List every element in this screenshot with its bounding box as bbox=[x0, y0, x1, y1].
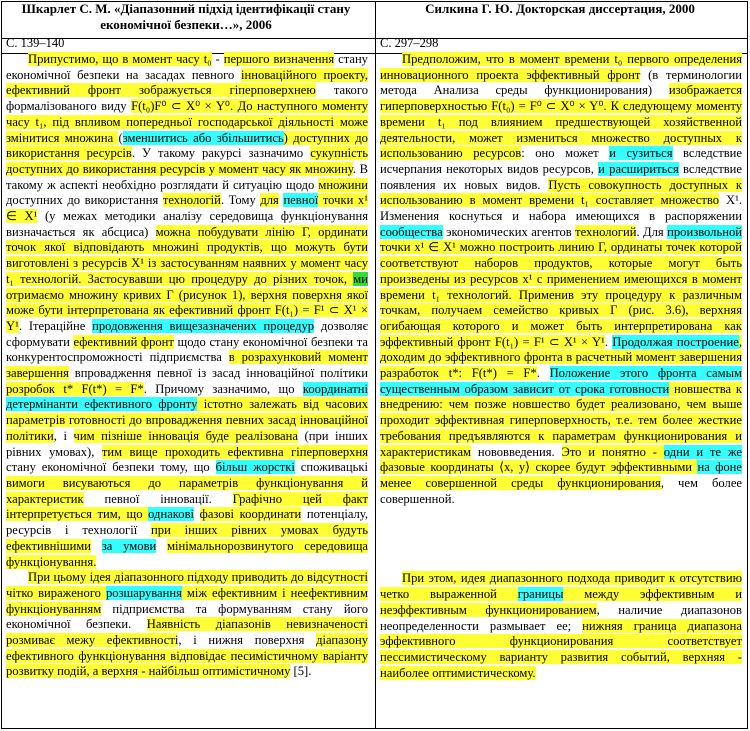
highlighted-run: певної bbox=[283, 193, 319, 208]
right-paragraph-1 bbox=[380, 52, 742, 507]
highlighted-run: в розрахунковий момент завершення bbox=[6, 350, 368, 381]
text-run: (при інших рівних умовах), bbox=[6, 428, 368, 459]
highlighted-run: . До наступного моменту часу t₁, під впливом bbox=[6, 99, 369, 129]
highlighted-run: будуть ефективнішими bbox=[6, 523, 368, 553]
text-run: дозволяє сформувати bbox=[6, 318, 368, 349]
highlighted-run: фазовые координаты ⟨x, y⟩ скорее будут эффективными bbox=[380, 460, 698, 475]
text-run: , і bbox=[53, 428, 74, 443]
highlighted-run: , ефективний фронт bbox=[6, 67, 369, 98]
text-run: ( bbox=[118, 130, 123, 145]
highlighted-run: діапазону ефективного функціонування відповідає песимістичному варіанту розвитку подій, а верхня - найбільш оптимістичному bbox=[6, 633, 368, 679]
highlighted-run: Положение этого фронта самым существенным образом зависит от срока готовности bbox=[380, 366, 742, 396]
highlighted-run: розробок t* F(t*) = F* bbox=[6, 381, 144, 396]
text-run: . У такому ракурсі зазначимо bbox=[131, 146, 311, 161]
left-source-title: Шкарлет С. М. «Діапазонний підхід ідентифікації стану економічної безпеки…», 2006 bbox=[21, 1, 351, 32]
text-run: впровадження певної із засад інноваційної політики bbox=[68, 366, 368, 381]
highlighted-run: и сузиться bbox=[609, 146, 673, 161]
highlighted-run: и расшириться bbox=[598, 161, 679, 176]
text-run: : оно может bbox=[521, 146, 610, 161]
text-run: (в терминологии метода Анализа среды функционирования) bbox=[380, 67, 742, 98]
highlighted-run: зображується гіперповерхнею bbox=[139, 83, 316, 98]
highlighted-run: между эффективным и неэффективным функционированием bbox=[380, 587, 742, 617]
highlighted-run: за умови bbox=[101, 538, 157, 553]
text-run: такого формалізованого виду bbox=[6, 83, 368, 114]
text-run: [5]. bbox=[290, 664, 312, 679]
text-run: вследствие исчерпания некоторых видов ресурсов, bbox=[380, 146, 742, 176]
text-run: , наличие диапазонов неопределенности размывает ее; bbox=[380, 602, 742, 633]
text-run: . Ітераційне bbox=[18, 318, 93, 333]
highlighted-run: , т.е. тем более жесткие требования предъявляются к параметрам функционирования и характеристикам bbox=[380, 413, 742, 459]
text-run bbox=[156, 539, 167, 553]
right-page-ref: С. 297–298 bbox=[380, 36, 439, 50]
highlighted-run: одни и те же bbox=[663, 444, 742, 459]
text-run: , чем более совершенной. bbox=[380, 475, 742, 506]
right-paragraph-2 bbox=[380, 571, 742, 681]
text-run: споживацькі bbox=[294, 460, 368, 475]
text-run: потенціалу, ресурсів і технології bbox=[6, 507, 368, 538]
highlighted-run: фазові координати bbox=[199, 507, 302, 522]
highlighted-run: тим вище проходить ефективна гіперповерхня bbox=[101, 444, 368, 459]
header-divider bbox=[2, 38, 747, 39]
highlighted-run: нижняя граница диапазона эффективного функционирования соответствует пессимистическому варианту развития событий, верхняя - наиболее оптимистическому. bbox=[380, 618, 742, 680]
highlighted-run: для bbox=[260, 193, 279, 208]
highlighted-run: точки x¹ ∈ X¹ можно построить линию Γ, ординаты точек которой соответствуют наборов продуктов, которые могут быть произведены из ресурсов x¹ с применением имеющихся в момент времени t₁ технологий bbox=[380, 240, 742, 302]
highlighted-run: точки x¹ ∈ X¹ bbox=[6, 193, 369, 224]
right-column-text bbox=[380, 52, 742, 681]
highlighted-run: істотно залежать від часових параметрів готовності до впровадження певних засад інноваційної політики bbox=[6, 397, 368, 443]
text-run: доступних до використання bbox=[6, 193, 163, 208]
left-paragraph-1 bbox=[6, 52, 368, 570]
highlighted-run: однакові bbox=[148, 507, 195, 522]
highlighted-run: між ефективним і неефективним функціонуванням bbox=[6, 585, 368, 616]
highlighted-run: вимоги висуваються до параметрів функціонування й характеристик bbox=[6, 475, 368, 506]
highlighted-run: попередньої господарської діяльності bbox=[126, 114, 335, 129]
highlighted-run: . Применив эту процедуру к различным точкам, получаем семейство кривых Γ (рис. 3.6), верхняя огибающая которого и может быть интерпретирована как эффективный фронт F(t₁) = F¹ ⊂ X¹ × Y¹ bbox=[380, 287, 742, 349]
highlighted-run: координатні детермінанти ефективного фронту bbox=[6, 381, 368, 412]
text-run: (у межах методики аналізу середовища функціонування визначається як абсциса) bbox=[6, 209, 368, 239]
highlighted-run: може змінитися множина bbox=[6, 114, 368, 145]
highlighted-run: більш жорсткі bbox=[215, 460, 295, 475]
text-run: . bbox=[604, 334, 613, 349]
highlighted-run: чим пізніше інновація буде реалізована bbox=[73, 428, 298, 443]
highlighted-run: зменшитись або збільшитись bbox=[122, 130, 284, 145]
highlighted-run: новшества к внедрению: чем позже новшество будет реализовано, чем выше проходит эффективная гиперповерхность bbox=[380, 381, 742, 428]
highlighted-run: Предположим, что в момент времени t₀ первого определения инновационного проекта эффективный фронт bbox=[380, 52, 742, 82]
highlighted-run: Это и понятно - bbox=[561, 444, 664, 459]
text-run: певної інновації. bbox=[83, 491, 233, 506]
text-run bbox=[194, 507, 200, 521]
text-run: . Тому bbox=[220, 193, 261, 208]
highlighted-run: F(t₀)F⁰ ⊂ X⁰ × Y⁰ bbox=[131, 99, 230, 114]
highlighted-run: ефективний фронт bbox=[73, 334, 174, 349]
highlighted-run: границы bbox=[517, 587, 564, 602]
highlighted-run: изображается гиперповерхностью F(t₀) = F⁰ ⊂ X⁰ × Y⁰. К следующему моменту времени t₁ под влиянием предшествующей хозяйственной деятельности, может измениться множество доступных к использованию ресурсов bbox=[380, 83, 742, 161]
highlighted-run: можна побудувати лінію Γ, ординати точок якої відповідають множині продуктів, що можуть бути виготовлені з ресурсів X¹ із застосуванням наявних у момент часу t₁ технологій bbox=[6, 224, 368, 286]
text-run: . Причому зазначимо, що bbox=[143, 381, 303, 396]
highlighted-run: t₀ bbox=[203, 52, 212, 66]
highlighted-run: разработок t*: F(t*) = F* bbox=[380, 366, 537, 381]
highlighted-run: произвольной bbox=[667, 224, 742, 239]
highlighted-run: технологий bbox=[575, 224, 637, 239]
highlighted-run: на фоне bbox=[697, 460, 743, 475]
text-run: , і нижня поверхня bbox=[178, 633, 317, 648]
text-run: підприємства та формуванням стану його економічної безпеки. bbox=[6, 601, 368, 632]
highlighted-run: ми bbox=[353, 271, 368, 286]
highlighted-run: При цьому ідея діапазонного підходу приводить до відсутності чітко вираженого bbox=[6, 570, 368, 600]
text-run: экономических агентов bbox=[442, 224, 576, 239]
highlighted-run: Графічно цей факт інтерпретується тим, що bbox=[6, 491, 368, 522]
text-run: щодо стану економічної безпеки та конкурентоспроможності підприємства bbox=[6, 334, 368, 365]
highlighted-run: ) доступних до використання ресурсів bbox=[6, 130, 368, 161]
text-run: стану економічної безпеки на засадах певного bbox=[6, 52, 368, 82]
text-run: X¹. Изменения коснуться и набора имеющихся в распоряжении bbox=[380, 193, 742, 224]
text-run: . Для bbox=[636, 224, 668, 239]
left-column-text bbox=[6, 52, 368, 680]
highlighted-run: отримаємо множину кривих Γ (рисунок 1), верхня поверхня якої може бути інтерпретована як ефективний фронт F(t₁) = F¹ ⊂ X¹ × Y¹ bbox=[6, 287, 368, 333]
highlighted-run: Припустимо, що в момент часу bbox=[28, 52, 204, 66]
highlighted-run: першого визначення bbox=[223, 52, 335, 66]
highlighted-run: продовження вищезазначених процедур bbox=[92, 318, 315, 333]
highlighted-run: . Застосувавши цю процедуру до різних точок, bbox=[78, 271, 354, 286]
highlighted-run: Пусть совокупность доступных к использованию в момент времени t₁ составляет bbox=[380, 177, 742, 208]
highlighted-run: сукупність доступних до використання ресурсів у момент часу як множину bbox=[6, 146, 368, 176]
highlighted-run: , доходим до эффективного фронта в расчетный момент завершения bbox=[380, 334, 742, 365]
column-divider bbox=[375, 2, 376, 728]
highlighted-run: мінімальнорозвинутого середовища функціонування. bbox=[6, 538, 369, 569]
text-run: - bbox=[211, 52, 224, 66]
highlighted-run: технологій bbox=[162, 193, 221, 208]
text-run: нововведения. bbox=[471, 444, 562, 459]
left-page-ref: С. 139–140 bbox=[6, 36, 65, 50]
highlighted-run: множество bbox=[660, 193, 720, 208]
highlighted-run: Продолжая построение bbox=[612, 334, 739, 349]
text-run: . bbox=[536, 366, 550, 381]
highlighted-run: менее совершенной среды функционирования bbox=[380, 475, 661, 490]
highlighted-run: множини bbox=[318, 177, 368, 192]
text-run: вследствие появления их новых видов. bbox=[380, 161, 742, 192]
text-run bbox=[91, 539, 102, 553]
highlighted-run: При этом, идея диапазонного подхода приводит к отсутствию четко выраженной bbox=[380, 571, 742, 602]
text-run: . В такому ж аспекті необхідно розглядати й ситуацію щодо bbox=[6, 161, 368, 192]
highlighted-run: інноваційного проекту bbox=[240, 67, 365, 82]
highlighted-run: при інших рівних умовах bbox=[151, 523, 333, 538]
highlighted-run: Наявність діапазонів невизначеності розмиває межу ефективності bbox=[6, 617, 368, 648]
highlighted-run: сообщества bbox=[380, 224, 443, 239]
right-source-title: Силкина Г. Ю. Докторская диссертация, 2000 bbox=[425, 1, 695, 16]
highlighted-run: розшарування bbox=[105, 585, 182, 600]
text-run: стану економічної безпеки тому, що bbox=[6, 460, 216, 475]
left-paragraph-2 bbox=[6, 570, 368, 680]
